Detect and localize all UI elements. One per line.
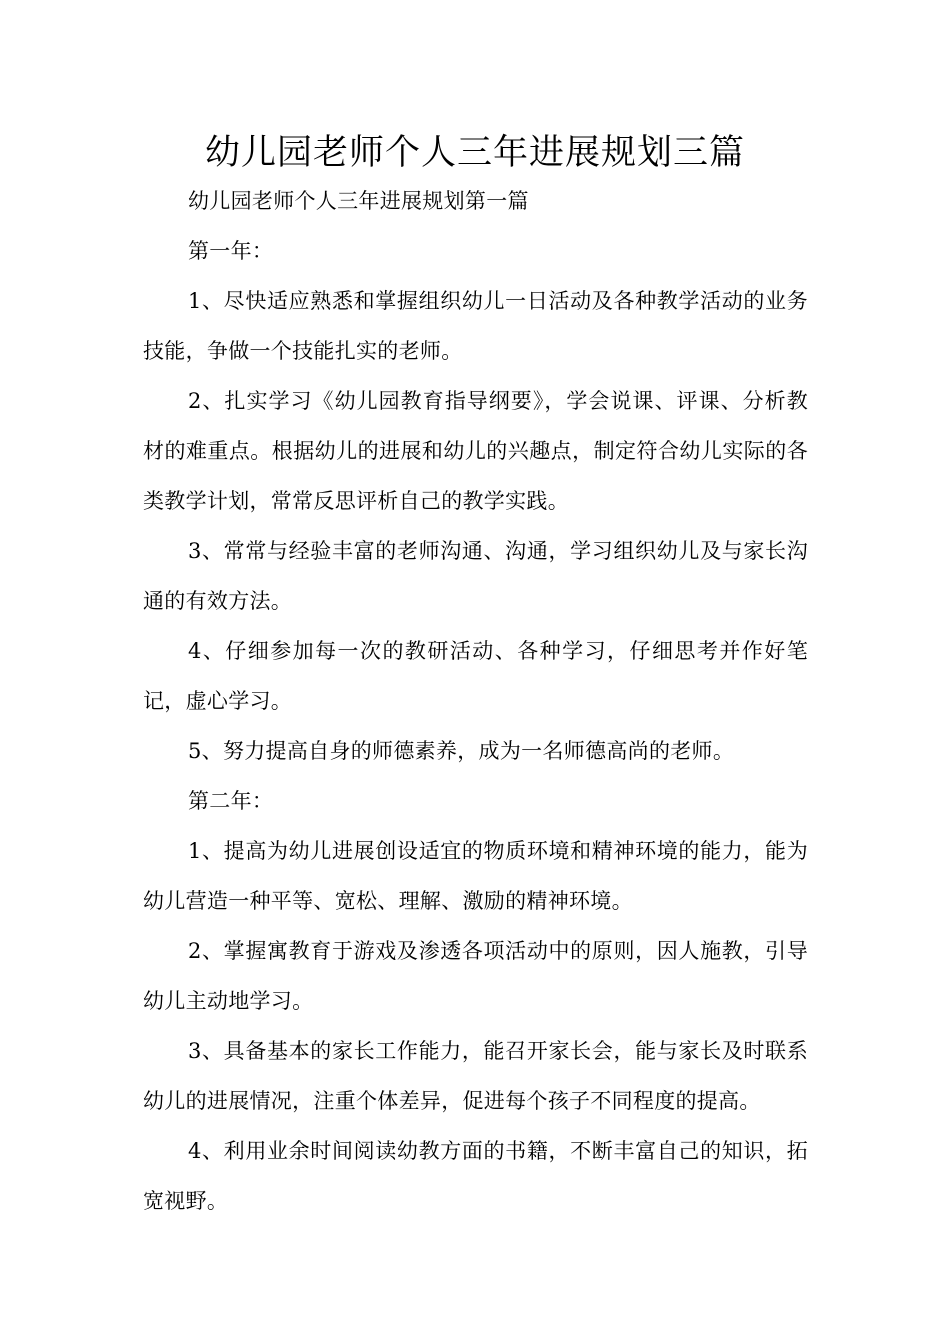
paragraph: 5、努力提高自身的师德素养，成为一名师德高尚的老师。: [188, 739, 735, 763]
paragraph: 2、掌握寓教育于游戏及渗透各项活动中的原则，因人施教，引导幼儿主动地学习。: [143, 939, 808, 1013]
paragraph: 4、仔细参加每一次的教研活动、各种学习，仔细思考并作好笔记，虚心学习。: [143, 639, 808, 713]
paragraph: 3、具备基本的家长工作能力，能召开家长会，能与家长及时联系幼儿的进展情况，注重个体差异，促进每个孩子不同程度的提高。: [143, 1039, 808, 1113]
section-heading: 幼儿园老师个人三年进展规划第一篇: [188, 189, 529, 213]
paragraph: 1、提高为幼儿进展创设适宜的物质环境和精神环境的能力，能为幼儿营造一种平等、宽松、理解、激励的精神环境。: [143, 839, 808, 913]
document-body: [143, 176, 808, 1226]
paragraph: 3、常常与经验丰富的老师沟通、沟通，学习组织幼儿及与家长沟通的有效方法。: [143, 539, 808, 613]
paragraph: 4、利用业余时间阅读幼教方面的书籍，不断丰富自己的知识，拓宽视野。: [143, 1139, 808, 1213]
document-title: 幼儿园老师个人三年进展规划三篇: [204, 133, 745, 173]
paragraph: 2、扎实学习《幼儿园教育指导纲要》，学会说课、评课、分析教材的难重点。根据幼儿的进展和幼儿的兴趣点，制定符合幼儿实际的各类教学计划，常常反思评析自己的教学实践。: [143, 389, 808, 513]
year-heading: 第二年：: [188, 789, 274, 813]
year-heading: 第一年：: [188, 239, 274, 263]
paragraph: 1、尽快适应熟悉和掌握组织幼儿一日活动及各种教学活动的业务技能，争做一个技能扎实的老师。: [143, 289, 808, 363]
